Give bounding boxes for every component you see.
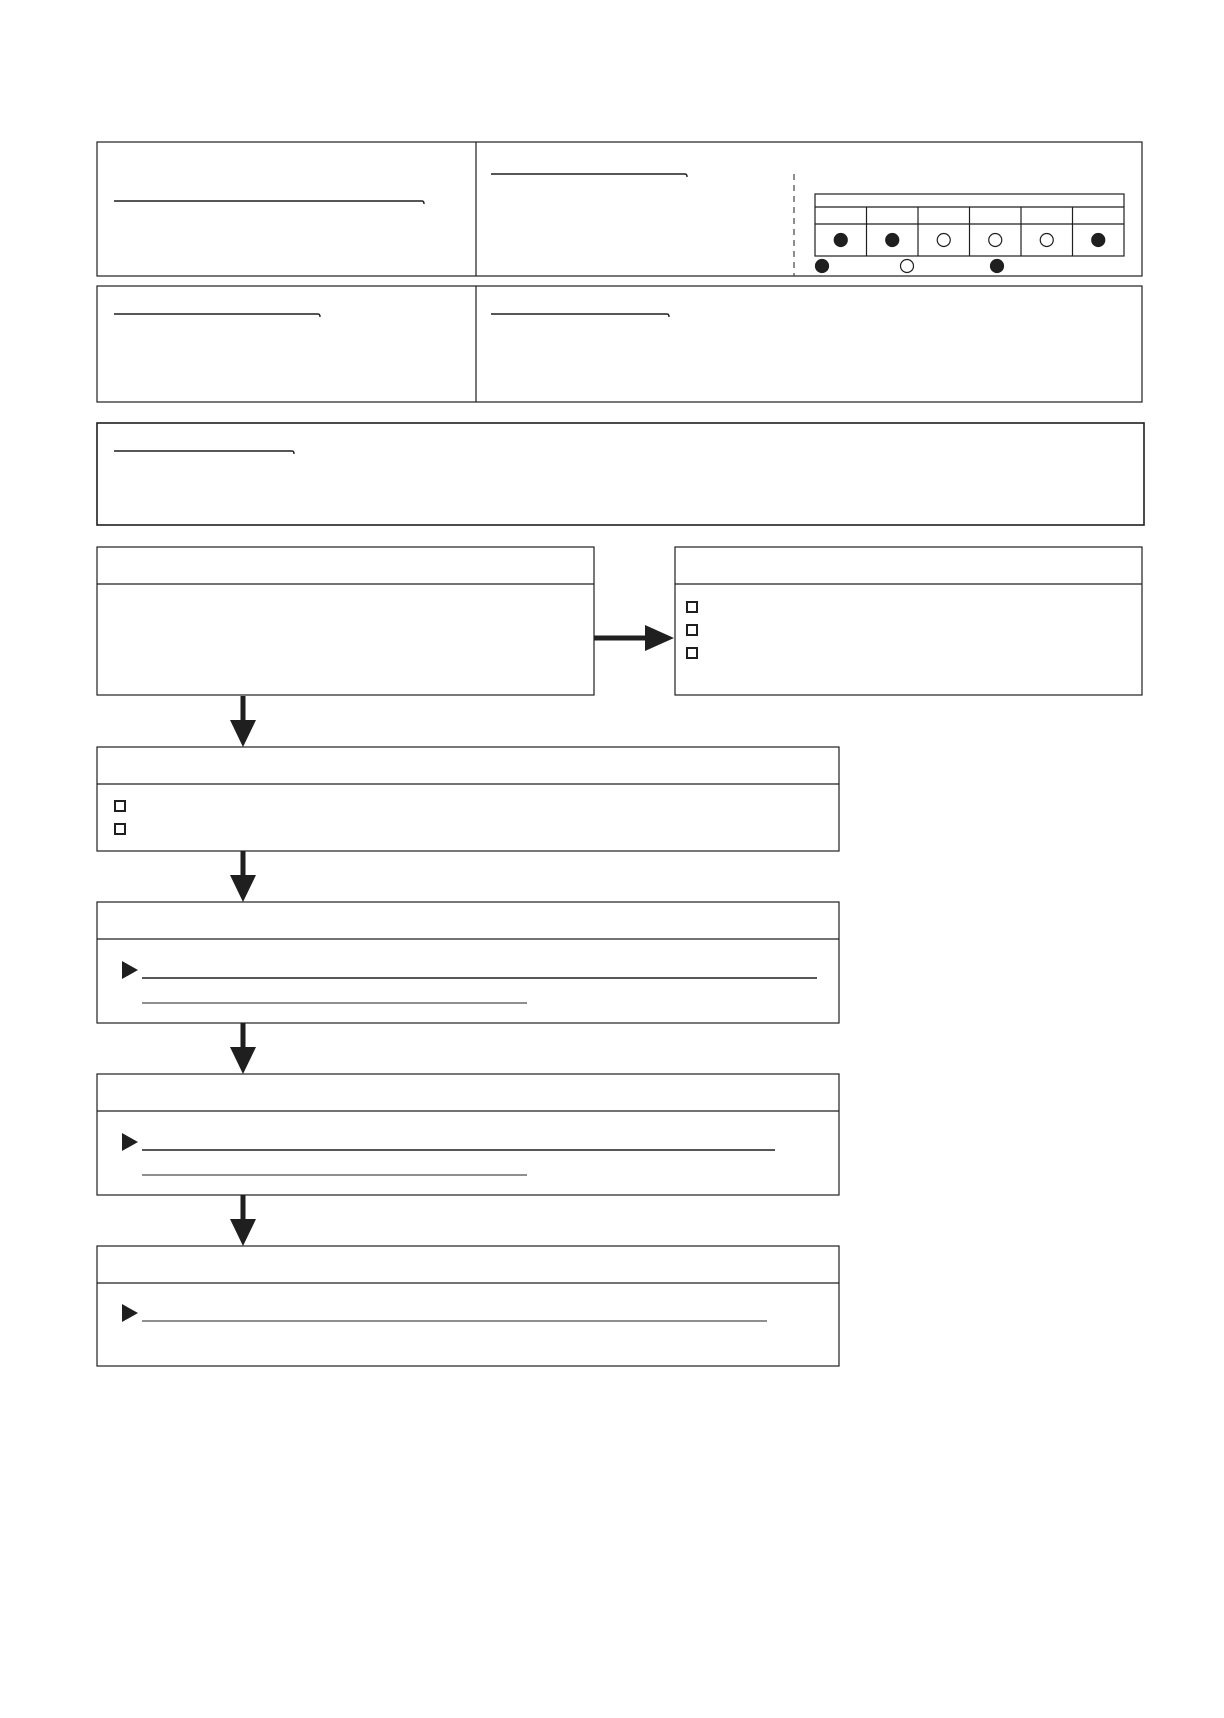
indicator-dot-open [937,234,950,247]
result-box [675,547,1142,695]
indicator-dot-filled [834,234,847,247]
result-checklist [687,602,697,658]
start-box-frame [97,547,594,695]
indicator-table [815,194,1124,256]
start-box [97,547,594,695]
indicator-dot-filled [1092,234,1105,247]
arrow-down-2-head [230,875,256,902]
step-3-frame [97,1074,839,1195]
header-row-3-frame [97,423,1144,525]
checkbox-icon[interactable] [687,602,697,612]
arrow-down-1-head [230,720,256,747]
indicator-dot-open [989,234,1002,247]
step-3-box [97,1074,839,1195]
checkbox-icon[interactable] [115,824,125,834]
checkbox-icon[interactable] [687,625,697,635]
arrow-down-1 [230,696,256,747]
step-1-box [97,747,839,851]
header-row-1 [97,142,1142,276]
legend-dot-open [901,260,914,273]
result-box-frame [675,547,1142,695]
arrow-down-3-head [230,1047,256,1074]
legend-dot-filled [991,260,1004,273]
indicator-dot-filled [886,234,899,247]
indicator-dot-open [1040,234,1053,247]
step-4-frame [97,1246,839,1366]
header-row-3 [97,423,1144,525]
arrow-down-3 [230,1023,256,1074]
arrow-down-4 [230,1195,256,1246]
header-row-2-frame [97,286,1142,402]
arrow-to-result [594,625,674,651]
arrow-down-2 [230,851,256,902]
step-2-frame [97,902,839,1023]
step-4-box [97,1246,839,1366]
checkbox-icon[interactable] [115,801,125,811]
arrow-right-head [645,625,674,651]
step-1-frame [97,747,839,851]
legend-dot-filled [816,260,829,273]
arrow-down-4-head [230,1219,256,1246]
checkbox-icon[interactable] [687,648,697,658]
step-2-box [97,902,839,1023]
header-row-2 [97,286,1142,402]
